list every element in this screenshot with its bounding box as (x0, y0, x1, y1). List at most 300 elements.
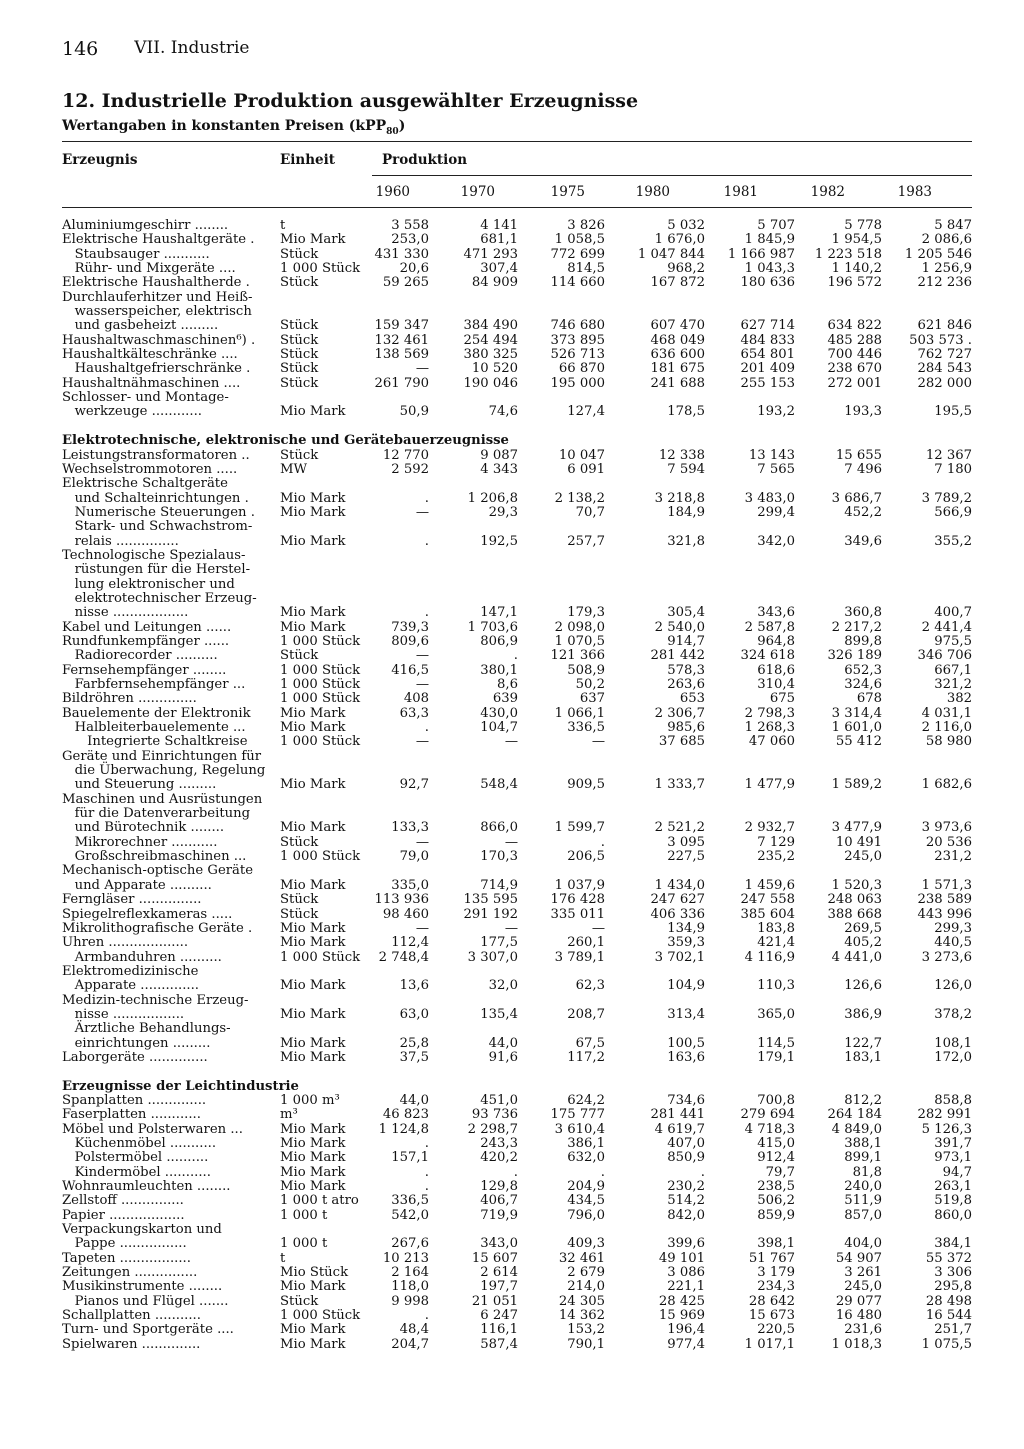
table-row (62, 893, 972, 907)
table-row (62, 219, 972, 233)
table-row (62, 1323, 972, 1337)
product-name: Rühr- und Mixgeräte .... (62, 261, 236, 277)
value-cell-1982: 324,6 (844, 677, 882, 692)
subtitle-subscript: 80 (386, 126, 399, 137)
unit-cell: Mio Mark (280, 1322, 346, 1338)
section-heading (62, 434, 972, 448)
product-name: Laborgeräte .............. (62, 1049, 208, 1065)
value-cell-1970: 170,3 (480, 849, 518, 865)
value-cell-1981: 618,6 (757, 662, 795, 678)
value-cell-1982: 196 572 (827, 275, 882, 291)
unit-cell: Mio Mark (280, 1336, 346, 1352)
value-cell-1981: 15 673 (748, 1308, 795, 1324)
product-name: Elektrische Schaltgeräte (62, 476, 228, 492)
value-cell-1970: 291 192 (463, 906, 518, 922)
value-cell-1980: 181 675 (650, 361, 705, 377)
value-cell-1982: 386,9 (844, 1006, 882, 1022)
value-cell-1970: 639 (492, 691, 518, 707)
value-cell-1975: 373 895 (550, 332, 605, 348)
value-cell-1983: 762 727 (917, 347, 972, 363)
value-cell-1983: 3 273,6 (921, 949, 972, 965)
table-row (62, 377, 972, 391)
unit-cell: t (280, 218, 286, 233)
value-cell-1980: 3 702,1 (654, 949, 705, 965)
value-cell-1980: 37 685 (658, 734, 705, 750)
table-row (62, 319, 972, 333)
value-cell-1983: 282 991 (917, 1107, 972, 1123)
value-cell-1980: 15 969 (658, 1308, 705, 1324)
value-cell-1960: 267,6 (391, 1236, 429, 1252)
value-cell-1981: 506,2 (757, 1193, 795, 1209)
table-row (62, 621, 972, 635)
value-cell-1981: 183,8 (757, 920, 795, 936)
value-cell-1960: 138 569 (374, 347, 429, 363)
value-cell-1960: 204,7 (391, 1336, 429, 1352)
product-name: lung elektronischer und (62, 576, 235, 592)
value-cell-1981: 675 (769, 691, 795, 707)
value-cell-1982: 54 907 (835, 1250, 882, 1266)
product-name: Haushaltnähmaschinen .... (62, 375, 241, 391)
value-cell-1975: 3 826 (567, 218, 605, 233)
table-row (62, 606, 972, 620)
value-cell-1980: 2 521,2 (654, 820, 705, 836)
product-name: die Überwachung, Regelung (62, 763, 266, 779)
table-row (62, 951, 972, 965)
value-cell-1982: 1 601,0 (831, 720, 882, 736)
product-name: Elektrische Haushaltherde . (62, 275, 250, 291)
value-cell-1980: 2 306,7 (654, 705, 705, 721)
value-cell-1975: 772 699 (550, 246, 605, 262)
table-row (62, 735, 972, 749)
unit-cell: 1 000 Stück (280, 261, 361, 277)
product-name: Turn- und Sportgeräte .... (62, 1322, 234, 1338)
unit-cell: m³ (280, 1107, 298, 1123)
table-row (62, 764, 972, 778)
value-cell-1980: 305,4 (667, 605, 705, 621)
product-name: werkzeuge ............ (62, 404, 202, 420)
value-cell-1982: 634 822 (827, 318, 882, 334)
value-cell-1970: 384 490 (463, 318, 518, 334)
value-cell-1983: 282 000 (917, 375, 972, 391)
value-cell-1960: 92,7 (399, 777, 429, 793)
value-cell-1975: 127,4 (567, 404, 605, 420)
value-cell-1981: 238,5 (757, 1179, 795, 1195)
product-name: Spanplatten .............. (62, 1092, 207, 1108)
value-cell-1960: 46 823 (382, 1107, 429, 1123)
value-cell-1980: 607 470 (650, 318, 705, 334)
value-cell-1981: 1 459,6 (744, 877, 795, 893)
subtitle-text: Wertangaben in konstanten Preisen (kPP (62, 118, 387, 134)
value-cell-1960: 2 592 (391, 461, 429, 477)
value-cell-1960: — (415, 834, 429, 850)
table-row (62, 233, 972, 247)
product-name: und Apparate .......... (62, 877, 212, 893)
value-cell-1960: 63,3 (399, 705, 429, 721)
table-row (62, 463, 972, 477)
value-cell-1980: 263,6 (667, 677, 705, 692)
product-name: Elektromedizinische (62, 963, 199, 979)
value-cell-1983: 3 789,2 (921, 490, 972, 506)
value-cell-1975: 796,0 (567, 1207, 605, 1223)
value-cell-1981: 2 587,8 (744, 619, 795, 635)
product-name: Wohnraumleuchten ........ (62, 1179, 231, 1195)
value-cell-1975: 3 789,1 (554, 949, 605, 965)
table-row (62, 1037, 972, 1051)
table-row (62, 836, 972, 850)
product-name: Zellstoff ............... (62, 1193, 184, 1209)
value-cell-1982: 812,2 (844, 1092, 882, 1108)
unit-cell: Mio Mark (280, 490, 346, 506)
table-row (62, 520, 972, 534)
value-cell-1975: 50,2 (575, 677, 605, 692)
value-cell-1981: 2 932,7 (744, 820, 795, 836)
value-cell-1975: 153,2 (567, 1322, 605, 1338)
table-row (62, 1022, 972, 1036)
product-name: Ärztliche Behandlungs- (62, 1021, 231, 1037)
value-cell-1960: 44,0 (399, 1092, 429, 1108)
value-cell-1981: 193,2 (757, 404, 795, 420)
value-cell-1970: 3 307,0 (467, 949, 518, 965)
unit-cell: Mio Mark (280, 232, 346, 248)
product-name: Elektrische Haushaltgeräte . (62, 232, 255, 248)
value-cell-1970: 406,7 (480, 1193, 518, 1209)
unit-cell: Mio Mark (280, 777, 346, 793)
table-row (62, 1309, 972, 1323)
unit-cell: Mio Mark (280, 1164, 346, 1180)
value-cell-1981: 51 767 (748, 1250, 795, 1266)
value-cell-1975: 790,1 (567, 1336, 605, 1352)
value-cell-1975: 176 428 (550, 892, 605, 908)
value-cell-1983: 20 536 (925, 834, 972, 850)
product-name: Uhren ................... (62, 935, 189, 951)
value-cell-1970: 29,3 (488, 504, 518, 520)
value-cell-1970: 1 703,6 (467, 619, 518, 635)
product-name: und Schalteinrichtungen . (62, 490, 249, 506)
product-name: Mikrorechner ........... (62, 834, 218, 850)
value-cell-1960: . (424, 490, 429, 506)
year-header: 1975 (550, 184, 585, 200)
value-cell-1982: 193,3 (844, 404, 882, 420)
unit-cell: 1 000 Stück (280, 734, 361, 750)
value-cell-1982: 122,7 (844, 1035, 882, 1051)
value-cell-1983: 378,2 (934, 1006, 972, 1022)
value-cell-1980: 167 872 (650, 275, 705, 291)
value-cell-1982: 1 018,3 (831, 1336, 882, 1352)
value-cell-1981: 1 017,1 (744, 1336, 795, 1352)
table-row (62, 248, 972, 262)
value-cell-1980: 914,7 (667, 633, 705, 649)
unit-cell: Mio Mark (280, 404, 346, 420)
value-cell-1982: 899,8 (844, 633, 882, 649)
value-cell-1982: 238 670 (827, 361, 882, 377)
product-name: Polstermöbel .......... (62, 1150, 209, 1166)
product-name: Apparate .............. (62, 978, 199, 994)
value-cell-1981: 1 043,3 (744, 261, 795, 277)
value-cell-1981: 234,3 (757, 1279, 795, 1295)
value-cell-1960: 809,6 (391, 633, 429, 649)
value-cell-1960: 79,0 (399, 849, 429, 865)
value-cell-1975: 1 037,9 (554, 877, 605, 893)
value-cell-1980: 1 434,0 (654, 877, 705, 893)
table-row (62, 807, 972, 821)
value-cell-1982: 240,0 (844, 1179, 882, 1195)
value-cell-1983: 355,2 (934, 533, 972, 549)
value-cell-1970: 254 494 (463, 332, 518, 348)
value-cell-1980: 196,4 (667, 1322, 705, 1338)
value-cell-1983: 231,2 (934, 849, 972, 865)
value-cell-1982: 857,0 (844, 1207, 882, 1223)
value-cell-1975: 409,3 (567, 1236, 605, 1252)
value-cell-1975: 2 098,0 (554, 619, 605, 635)
year-header: 1981 (723, 184, 758, 200)
value-cell-1980: 3 218,8 (654, 490, 705, 506)
unit-cell: MW (280, 461, 308, 477)
unit-cell: Stück (280, 375, 319, 391)
value-cell-1960: 113 936 (374, 892, 429, 908)
value-cell-1982: 1 223 518 (814, 246, 882, 262)
value-cell-1970: 32,0 (488, 978, 518, 994)
product-name: Numerische Steuerungen . (62, 504, 255, 520)
table-row (62, 535, 972, 549)
table-row (62, 506, 972, 520)
value-cell-1960: 13,6 (399, 978, 429, 994)
unit-cell: Stück (280, 1293, 319, 1309)
unit-cell: Stück (280, 318, 319, 334)
value-cell-1983: 1 571,3 (921, 877, 972, 893)
value-cell-1980: 977,4 (667, 1336, 705, 1352)
unit-cell: Mio Stück (280, 1265, 349, 1281)
value-cell-1981: 235,2 (757, 849, 795, 865)
value-cell-1983: 400,7 (934, 605, 972, 621)
value-cell-1983: 7 180 (934, 461, 972, 477)
value-cell-1980: 178,5 (667, 404, 705, 420)
value-cell-1975: 335 011 (550, 906, 605, 922)
value-cell-1975: 66 870 (558, 361, 605, 377)
value-cell-1983: 2 116,0 (921, 720, 972, 736)
value-cell-1960: . (424, 1164, 429, 1180)
table-row (62, 1295, 972, 1309)
value-cell-1983: 295,8 (934, 1279, 972, 1295)
value-cell-1983: 28 498 (925, 1293, 972, 1309)
table-row (62, 405, 972, 419)
value-cell-1960: 25,8 (399, 1035, 429, 1051)
value-cell-1970: 2 298,7 (467, 1121, 518, 1137)
table-row (62, 276, 972, 290)
table-row (62, 1180, 972, 1194)
unit-cell: Mio Mark (280, 1279, 346, 1295)
value-cell-1983: 55 372 (925, 1250, 972, 1266)
value-cell-1975: 632,0 (567, 1150, 605, 1166)
value-cell-1983: 284 543 (917, 361, 972, 377)
table-row (62, 678, 972, 692)
value-cell-1980: 636 600 (650, 347, 705, 363)
value-cell-1970: . (513, 1164, 518, 1180)
value-cell-1960: — (415, 361, 429, 377)
value-cell-1960: — (415, 734, 429, 750)
table-row (62, 1051, 972, 1065)
product-name: Zeitungen ............... (62, 1265, 198, 1281)
value-cell-1980: 221,1 (667, 1279, 705, 1295)
value-cell-1975: . (600, 1164, 605, 1180)
value-cell-1960: . (424, 605, 429, 621)
value-cell-1975: 179,3 (567, 605, 605, 621)
value-cell-1970: 129,8 (480, 1179, 518, 1195)
section-label: Elektrotechnische, elektronische und Gerätebauerzeugnisse (62, 433, 509, 449)
value-cell-1980: 2 540,0 (654, 619, 705, 635)
unit-cell: 1 000 Stück (280, 662, 361, 678)
unit-cell: Mio Mark (280, 619, 346, 635)
table-row (62, 979, 972, 993)
value-cell-1980: 247 627 (650, 892, 705, 908)
table-row (62, 778, 972, 792)
value-cell-1975: — (591, 734, 605, 750)
value-cell-1970: 243,3 (480, 1136, 518, 1151)
table-row (62, 362, 972, 376)
value-cell-1982: 404,0 (844, 1236, 882, 1252)
value-cell-1982: 3 686,7 (831, 490, 882, 506)
header-product: Erzeugnis (62, 152, 138, 168)
product-name: Faserplatten ............ (62, 1107, 201, 1123)
value-cell-1975: 2 138,2 (554, 490, 605, 506)
value-cell-1982: 5 778 (844, 218, 882, 233)
value-cell-1970: 343,0 (480, 1236, 518, 1252)
value-cell-1980: 4 619,7 (654, 1121, 705, 1137)
value-cell-1975: 386,1 (567, 1136, 605, 1151)
value-cell-1960: 37,5 (399, 1049, 429, 1065)
unit-cell: Mio Mark (280, 605, 346, 621)
value-cell-1982: 452,2 (844, 504, 882, 520)
value-cell-1980: 49 101 (658, 1250, 705, 1266)
table-row (62, 578, 972, 592)
value-cell-1980: 407,0 (667, 1136, 705, 1151)
value-cell-1970: 15 607 (471, 1250, 518, 1266)
product-name: und gasbeheizt ......... (62, 318, 219, 334)
value-cell-1983: 621 846 (917, 318, 972, 334)
value-cell-1983: 1 075,5 (921, 1336, 972, 1352)
value-cell-1970: 21 051 (471, 1293, 518, 1309)
value-cell-1982: 245,0 (844, 1279, 882, 1295)
value-cell-1960: — (415, 648, 429, 664)
page-header (62, 38, 249, 60)
value-cell-1960: . (424, 720, 429, 736)
table-row (62, 994, 972, 1008)
value-cell-1982: 4 849,0 (831, 1121, 882, 1137)
value-cell-1970: 307,4 (480, 261, 518, 277)
table-row (62, 721, 972, 735)
product-name: Möbel und Polsterwaren ... (62, 1121, 243, 1137)
value-cell-1970: 471 293 (463, 246, 518, 262)
product-name: Farbfernsehempfänger ... (62, 677, 246, 692)
value-cell-1983: 860,0 (934, 1207, 972, 1223)
value-cell-1975: 814,5 (567, 261, 605, 277)
year-header: 1960 (375, 184, 410, 200)
value-cell-1982: 388 668 (827, 906, 882, 922)
section-title: VII. Industrie (134, 38, 250, 58)
value-cell-1975: 208,7 (567, 1006, 605, 1022)
value-cell-1983: 382 (946, 691, 972, 707)
value-cell-1970: 866,0 (480, 820, 518, 836)
section-heading (62, 1080, 972, 1094)
value-cell-1981: 700,8 (757, 1092, 795, 1108)
product-name: Staubsauger ........... (62, 246, 210, 262)
value-cell-1982: 2 217,2 (831, 619, 882, 635)
subtitle-end: ) (398, 118, 406, 134)
table-row (62, 864, 972, 878)
value-cell-1980: 28 425 (658, 1293, 705, 1309)
value-cell-1981: 398,1 (757, 1236, 795, 1252)
value-cell-1980: 281 442 (650, 648, 705, 664)
product-name: Spielwaren .............. (62, 1336, 201, 1352)
value-cell-1970: 192,5 (480, 533, 518, 549)
value-cell-1982: 1 589,2 (831, 777, 882, 793)
value-cell-1970: 2 614 (480, 1265, 518, 1281)
value-cell-1970: 147,1 (480, 605, 518, 621)
table-row (62, 549, 972, 563)
value-cell-1982: 3 261 (844, 1265, 882, 1281)
value-cell-1982: 231,6 (844, 1322, 882, 1338)
value-cell-1970: 74,6 (488, 404, 518, 420)
value-cell-1982: 1 140,2 (831, 261, 882, 277)
value-cell-1981: 247 558 (740, 892, 795, 908)
unit-cell: 1 000 t (280, 1207, 328, 1223)
value-cell-1960: 253,0 (391, 232, 429, 248)
value-cell-1960: 112,4 (391, 935, 429, 951)
product-name: Musikinstrumente ........ (62, 1279, 223, 1295)
unit-cell: Stück (280, 906, 319, 922)
value-cell-1975: 14 362 (558, 1308, 605, 1324)
table-row (62, 664, 972, 678)
product-name: Haushaltwaschmaschinen⁶) . (62, 332, 256, 348)
value-cell-1960: 408 (403, 691, 429, 707)
value-cell-1975: 746 680 (550, 318, 605, 334)
product-name: Pianos und Flügel ....... (62, 1293, 229, 1309)
value-cell-1975: 3 610,4 (554, 1121, 605, 1137)
value-cell-1983: 975,5 (934, 633, 972, 649)
value-cell-1960: 336,5 (391, 1193, 429, 1209)
value-cell-1981: 3 179 (757, 1265, 795, 1281)
table-row (62, 750, 972, 764)
value-cell-1960: 431 330 (374, 246, 429, 262)
product-name: relais ............... (62, 533, 179, 549)
table-row (62, 334, 972, 348)
value-cell-1970: 719,9 (480, 1207, 518, 1223)
table-subtitle (62, 118, 405, 137)
value-cell-1983: 251,7 (934, 1322, 972, 1338)
value-cell-1981: 4 718,3 (744, 1121, 795, 1137)
value-cell-1975: 10 047 (558, 447, 605, 463)
product-name: Schallplatten ........... (62, 1308, 201, 1324)
value-cell-1960: . (424, 1308, 429, 1324)
unit-cell: Mio Mark (280, 533, 346, 549)
product-name: Mikrolithografische Geräte . (62, 920, 253, 936)
product-name: Stark- und Schwachstrom- (62, 519, 253, 535)
value-cell-1970: 197,7 (480, 1279, 518, 1295)
unit-cell: Mio Mark (280, 1121, 346, 1137)
value-cell-1983: 1 682,6 (921, 777, 972, 793)
table-row (62, 563, 972, 577)
value-cell-1983: 212 236 (917, 275, 972, 291)
value-cell-1983: 126,0 (934, 978, 972, 994)
value-cell-1970: 806,9 (480, 633, 518, 649)
value-cell-1975: 67,5 (575, 1035, 605, 1051)
value-cell-1980: 578,3 (667, 662, 705, 678)
table-row (62, 1223, 972, 1237)
value-cell-1980: 1 333,7 (654, 777, 705, 793)
value-cell-1982: 360,8 (844, 605, 882, 621)
product-name: elektrotechnischer Erzeug- (62, 590, 257, 606)
value-cell-1981: 343,6 (757, 605, 795, 621)
value-cell-1983: 5 126,3 (921, 1121, 972, 1137)
